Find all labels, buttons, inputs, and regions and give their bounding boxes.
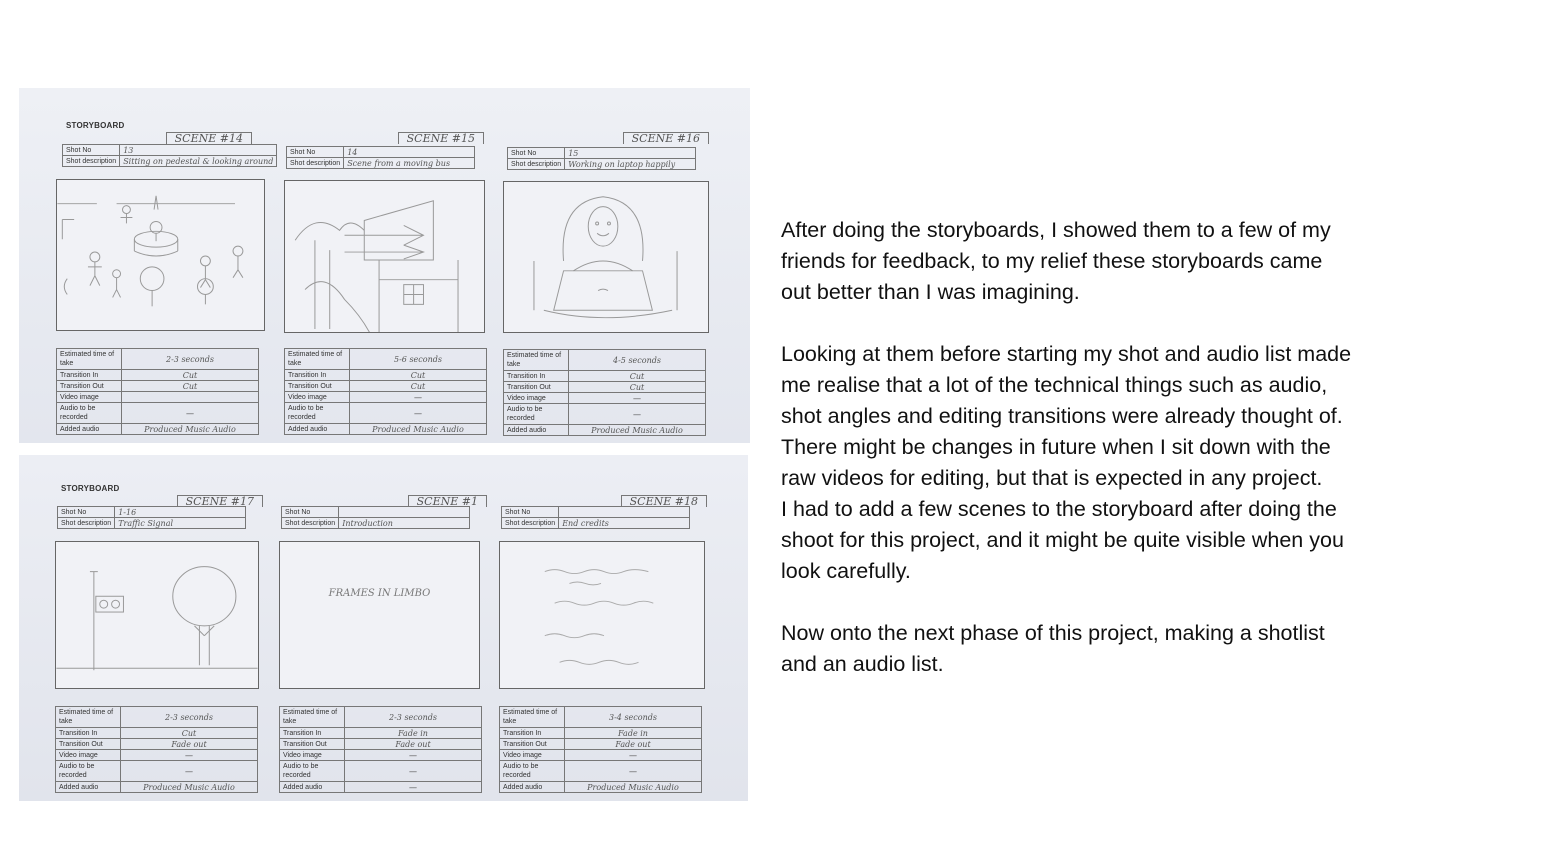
scene-number: SCENE #17 — [177, 495, 263, 507]
audio-recorded-value: — — [565, 761, 702, 782]
transition-in-label: Transition In — [57, 370, 122, 381]
storyboard-panel — [279, 495, 487, 801]
estimated-label: Estimated time of take — [56, 707, 121, 728]
text-line: shoot for this project, and it might be quite visible when you — [781, 528, 1344, 552]
added-audio-label: Added audio — [500, 782, 565, 793]
text-line: look carefully. — [781, 559, 911, 583]
audio-recorded-value: — — [121, 761, 258, 782]
estimated-label: Estimated time of take — [57, 349, 122, 370]
shot-no-value: 13 — [120, 145, 277, 156]
added-audio-value: Produced Music Audio — [350, 424, 487, 435]
shot-no-value — [339, 507, 470, 518]
audio-recorded-value: — — [345, 761, 482, 782]
video-image-label: Video image — [504, 393, 569, 404]
estimated-label: Estimated time of take — [280, 707, 345, 728]
transition-in-value: Cut — [350, 370, 487, 381]
added-audio-value: — — [345, 782, 482, 793]
estimated-label: Estimated time of take — [504, 350, 569, 371]
sketch-frame — [279, 541, 480, 689]
video-image-value — [122, 392, 259, 403]
audio-recorded-value: — — [569, 404, 706, 425]
storyboard-panel — [55, 495, 263, 801]
transition-in-value: Cut — [122, 370, 259, 381]
shot-desc-value: Working on laptop happily — [565, 159, 696, 170]
audio-recorded-label: Audio to be recorded — [285, 403, 350, 424]
text-line: friends for feedback, to my relief these storyboards came — [781, 249, 1323, 273]
transition-in-label: Transition In — [500, 728, 565, 739]
video-image-value: — — [569, 393, 706, 404]
storyboard-panel — [499, 495, 707, 801]
shot-no-label: Shot No — [508, 148, 565, 159]
sketch-frame — [503, 181, 709, 333]
video-image-label: Video image — [500, 750, 565, 761]
estimated-value: 3-4 seconds — [565, 707, 702, 728]
transition-out-label: Transition Out — [280, 739, 345, 750]
transition-out-value: Fade out — [565, 739, 702, 750]
transition-out-value: Fade out — [121, 739, 258, 750]
estimated-value: 2-3 seconds — [122, 349, 259, 370]
video-image-label: Video image — [280, 750, 345, 761]
transition-out-label: Transition Out — [500, 739, 565, 750]
shot-no-label: Shot No — [63, 145, 120, 156]
scene-number: SCENE #15 — [398, 132, 484, 144]
transition-out-value: Fade out — [345, 739, 482, 750]
shot-desc-value: Introduction — [339, 518, 470, 529]
shot-desc-label: Shot description — [502, 518, 559, 529]
transition-in-label: Transition In — [56, 728, 121, 739]
shot-info-table — [55, 706, 258, 793]
storyboard-sheet-title: STORYBOARD — [66, 121, 125, 130]
transition-out-label: Transition Out — [57, 381, 122, 392]
text-line: shot angles and editing transitions were already thought of. — [781, 404, 1343, 428]
street-sketch — [57, 180, 264, 330]
transition-in-value: Cut — [569, 371, 706, 382]
transition-in-label: Transition In — [504, 371, 569, 382]
video-image-value: — — [345, 750, 482, 761]
estimated-value: 4-5 seconds — [569, 350, 706, 371]
added-audio-label: Added audio — [57, 424, 122, 435]
shot-info-table — [503, 349, 706, 436]
shot-desc-value: End credits — [559, 518, 690, 529]
added-audio-value: Produced Music Audio — [569, 425, 706, 436]
storyboard-photo-top — [19, 88, 750, 443]
added-audio-label: Added audio — [280, 782, 345, 793]
transition-out-label: Transition Out — [56, 739, 121, 750]
sketch-frame — [55, 541, 259, 689]
text-line: I had to add a few scenes to the storyboard after doing the — [781, 497, 1337, 521]
added-audio-value: Produced Music Audio — [122, 424, 259, 435]
added-audio-value: Produced Music Audio — [121, 782, 258, 793]
text-line: and an audio list. — [781, 652, 944, 676]
estimated-label: Estimated time of take — [500, 707, 565, 728]
paragraph — [781, 618, 1481, 680]
shot-no-label: Shot No — [282, 507, 339, 518]
transition-out-value: Cut — [569, 382, 706, 393]
estimated-value: 2-3 seconds — [345, 707, 482, 728]
audio-recorded-label: Audio to be recorded — [500, 761, 565, 782]
added-audio-label: Added audio — [56, 782, 121, 793]
shot-no-value: 14 — [344, 147, 475, 158]
shot-no-value: 15 — [565, 148, 696, 159]
text-line: me realise that a lot of the technical things such as audio, — [781, 373, 1328, 397]
estimated-value: 2-3 seconds — [121, 707, 258, 728]
shot-info-table — [279, 706, 482, 793]
transition-in-value: Fade in — [565, 728, 702, 739]
shot-meta-table — [286, 146, 475, 169]
reflection-text — [781, 215, 1481, 680]
added-audio-value: Produced Music Audio — [565, 782, 702, 793]
shot-desc-label: Shot description — [282, 518, 339, 529]
shot-desc-label: Shot description — [287, 158, 344, 169]
text-line: After doing the storyboards, I showed them to a few of my — [781, 218, 1331, 242]
shot-desc-value: Traffic Signal — [115, 518, 246, 529]
storyboard-panel — [503, 132, 711, 442]
shot-meta-table — [57, 506, 246, 529]
video-image-label: Video image — [57, 392, 122, 403]
shot-desc-value: Scene from a moving bus — [344, 158, 475, 169]
shot-info-table — [499, 706, 702, 793]
audio-recorded-label: Audio to be recorded — [57, 403, 122, 424]
shot-meta-table — [62, 144, 277, 167]
traffic-signal-sketch — [56, 542, 258, 688]
video-image-value: — — [350, 392, 487, 403]
estimated-value: 5-6 seconds — [350, 349, 487, 370]
shot-no-label: Shot No — [502, 507, 559, 518]
shot-meta-table — [281, 506, 470, 529]
sketch-frame — [284, 180, 485, 333]
sketch-title-text: FRAMES IN LIMBO — [328, 588, 431, 599]
sketch-frame — [56, 179, 265, 331]
shot-desc-label: Shot description — [63, 156, 120, 167]
shot-meta-table — [501, 506, 690, 529]
sketch-frame — [499, 541, 705, 689]
audio-recorded-label: Audio to be recorded — [56, 761, 121, 782]
video-image-label: Video image — [56, 750, 121, 761]
transition-out-value: Cut — [350, 381, 487, 392]
shot-no-label: Shot No — [58, 507, 115, 518]
paragraph — [781, 339, 1481, 587]
audio-recorded-label: Audio to be recorded — [504, 404, 569, 425]
video-image-value: — — [565, 750, 702, 761]
text-line: There might be changes in future when I sit down with the — [781, 435, 1331, 459]
laptop-sketch — [504, 182, 708, 332]
storyboard-photo-bottom — [19, 455, 748, 801]
shot-info-table — [284, 348, 487, 435]
added-audio-label: Added audio — [285, 424, 350, 435]
credits-scribble — [500, 542, 704, 688]
text-line: Now onto the next phase of this project, making a shotlist — [781, 621, 1325, 645]
storyboard-sheet-title: STORYBOARD — [61, 484, 120, 493]
storyboard-panel — [56, 132, 274, 442]
storyboard-panel — [284, 132, 492, 442]
estimated-label: Estimated time of take — [285, 349, 350, 370]
paragraph — [781, 215, 1481, 308]
transition-out-label: Transition Out — [285, 381, 350, 392]
text-line: raw videos for editing, but that is expected in any project. — [781, 466, 1323, 490]
shot-desc-label: Shot description — [58, 518, 115, 529]
text-line: Looking at them before starting my shot and audio list made — [781, 342, 1352, 366]
audio-recorded-value: — — [122, 403, 259, 424]
transition-in-value: Fade in — [345, 728, 482, 739]
audio-recorded-value: — — [350, 403, 487, 424]
scene-number: SCENE #18 — [621, 495, 707, 507]
scene-number: SCENE #1 — [408, 495, 487, 507]
added-audio-label: Added audio — [504, 425, 569, 436]
video-image-label: Video image — [285, 392, 350, 403]
transition-in-value: Cut — [121, 728, 258, 739]
transition-out-value: Cut — [122, 381, 259, 392]
shot-desc-label: Shot description — [508, 159, 565, 170]
shot-meta-table — [507, 147, 696, 170]
shot-no-value: 1-16 — [115, 507, 246, 518]
bus-window-sketch — [285, 181, 484, 332]
shot-no-label: Shot No — [287, 147, 344, 158]
audio-recorded-label: Audio to be recorded — [280, 761, 345, 782]
text-line: out better than I was imagining. — [781, 280, 1080, 304]
shot-desc-value: Sitting on pedestal & looking around — [120, 156, 277, 167]
scene-number: SCENE #14 — [166, 132, 252, 144]
shot-info-table — [56, 348, 259, 435]
transition-in-label: Transition In — [280, 728, 345, 739]
transition-out-label: Transition Out — [504, 382, 569, 393]
transition-in-label: Transition In — [285, 370, 350, 381]
scene-number: SCENE #16 — [623, 132, 709, 144]
video-image-value: — — [121, 750, 258, 761]
shot-no-value — [559, 507, 690, 518]
